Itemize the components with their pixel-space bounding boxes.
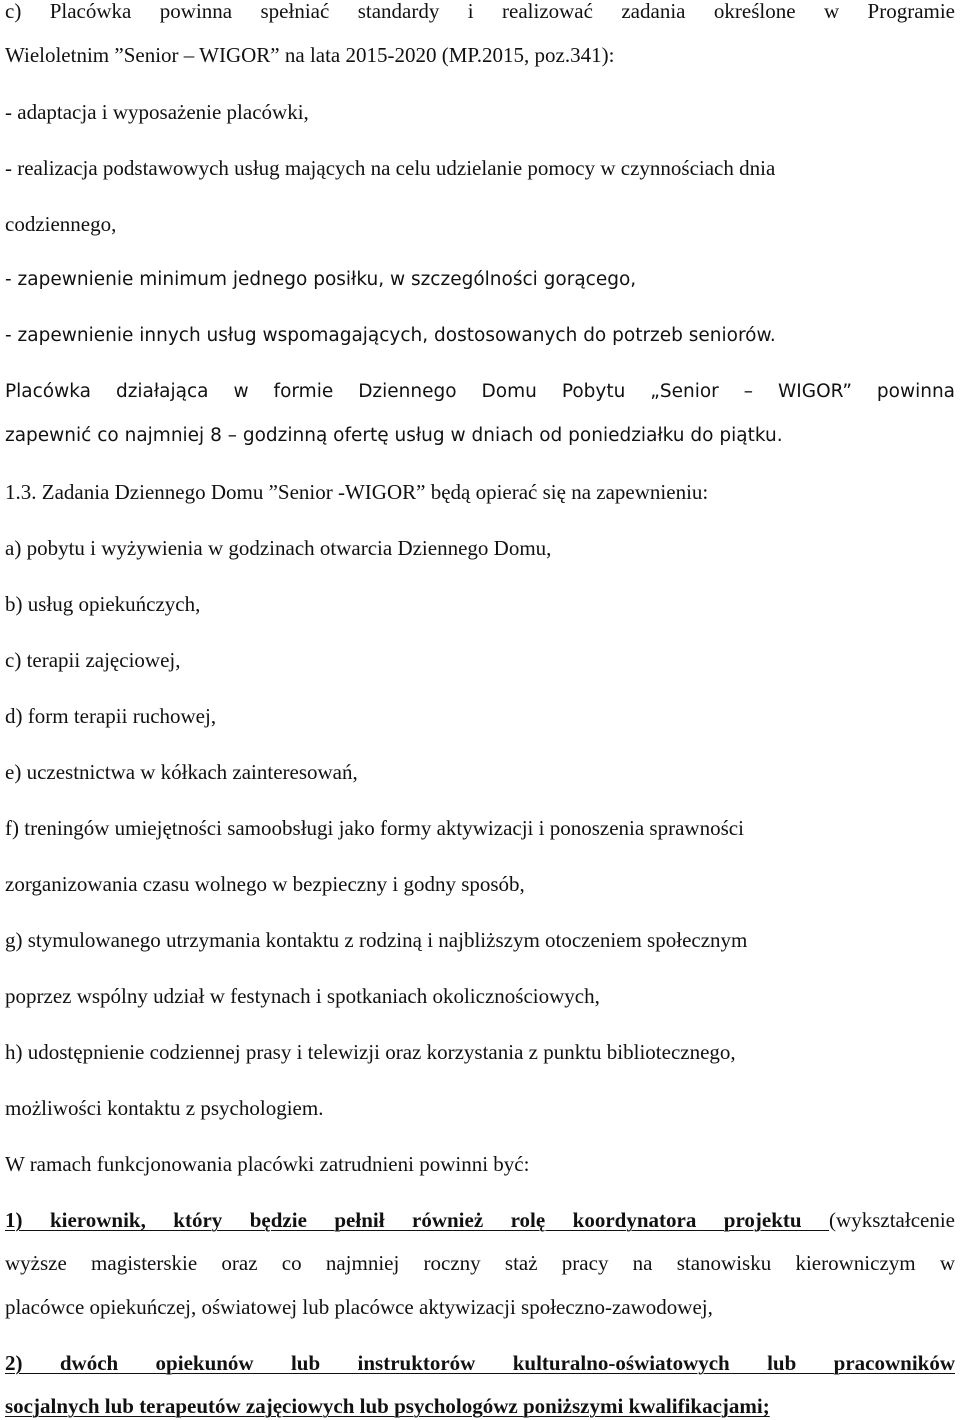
- list-item: d) form terapii ruchowej,: [5, 704, 217, 728]
- list-item: h) udostępnienie codziennej prasy i telewizji oraz korzystania z punktu bibliotecznego,: [5, 1040, 736, 1064]
- text-line: c) Placówka powinna spełniać standardy i realizować zadania określone w Programie: [5, 0, 955, 23]
- text-line: W ramach funkcjonowania placówki zatrudnieni powinni być:: [5, 1152, 530, 1176]
- text-line: - realizacja podstawowych usług mających na celu udzielanie pomocy w czynnościach dnia: [5, 156, 776, 180]
- list-item: f) treningów umiejętności samoobsługi jako formy aktywizacji i ponoszenia sprawności: [5, 816, 744, 840]
- text-line: codziennego,: [5, 212, 117, 236]
- text-line: poprzez wspólny udział w festynach i spotkaniach okolicznościowych,: [5, 984, 600, 1008]
- staff-role-manager: 1) kierownik, który będzie pełnił również rolę koordynatora projektu: [5, 1208, 830, 1232]
- text-line: placówce opiekuńczej, oświatowej lub placówce aktywizacji społeczno-zawodowej,: [5, 1295, 713, 1319]
- text-line: możliwości kontaktu z psychologiem.: [5, 1096, 324, 1120]
- text-line: - zapewnienie innych usług wspomagających, dostosowanych do potrzeb seniorów.: [5, 325, 776, 346]
- staff-role-manager-qualification: (wykształcenie: [829, 1208, 955, 1232]
- text-line: - adaptacja i wyposażenie placówki,: [5, 100, 309, 124]
- list-item: c) terapii zajęciowej,: [5, 648, 181, 672]
- text-line: zapewnić co najmniej 8 – godzinną ofertę usług w dniach od poniedziałku do piątku.: [5, 425, 783, 446]
- staff-item-2: 2) dwóch opiekunów lub instruktorów kulturalno-oświatowych lub pracowników: [5, 1351, 955, 1375]
- list-item: g) stymulowanego utrzymania kontaktu z rodziną i najbliższym otoczeniem społecznym: [5, 928, 748, 952]
- list-item: e) uczestnictwa w kółkach zainteresowań,: [5, 760, 358, 784]
- text-line: socjalnych lub terapeutów zajęciowych lub psychologówz poniższymi kwalifikacjami;: [5, 1394, 770, 1418]
- list-item: b) usług opiekuńczych,: [5, 592, 201, 616]
- text-line: - zapewnienie minimum jednego posiłku, w szczególności gorącego,: [5, 269, 637, 290]
- text-line: Wieloletnim ”Senior – WIGOR” na lata 2015-2020 (MP.2015, poz.341):: [5, 43, 615, 67]
- staff-item-1: [5, 1207, 955, 1233]
- text-line: Placówka działająca w formie Dziennego Domu Pobytu „Senior – WIGOR” powinna: [5, 381, 955, 402]
- text-line: zorganizowania czasu wolnego w bezpieczny i godny sposób,: [5, 872, 525, 896]
- section-heading: 1.3. Zadania Dziennego Domu ”Senior -WIGOR” będą opierać się na zapewnieniu:: [5, 480, 709, 504]
- list-item: a) pobytu i wyżywienia w godzinach otwarcia Dziennego Domu,: [5, 536, 552, 560]
- text-line: wyższe magisterskie oraz co najmniej roczny staż pracy na stanowisku kierowniczym w: [5, 1251, 955, 1275]
